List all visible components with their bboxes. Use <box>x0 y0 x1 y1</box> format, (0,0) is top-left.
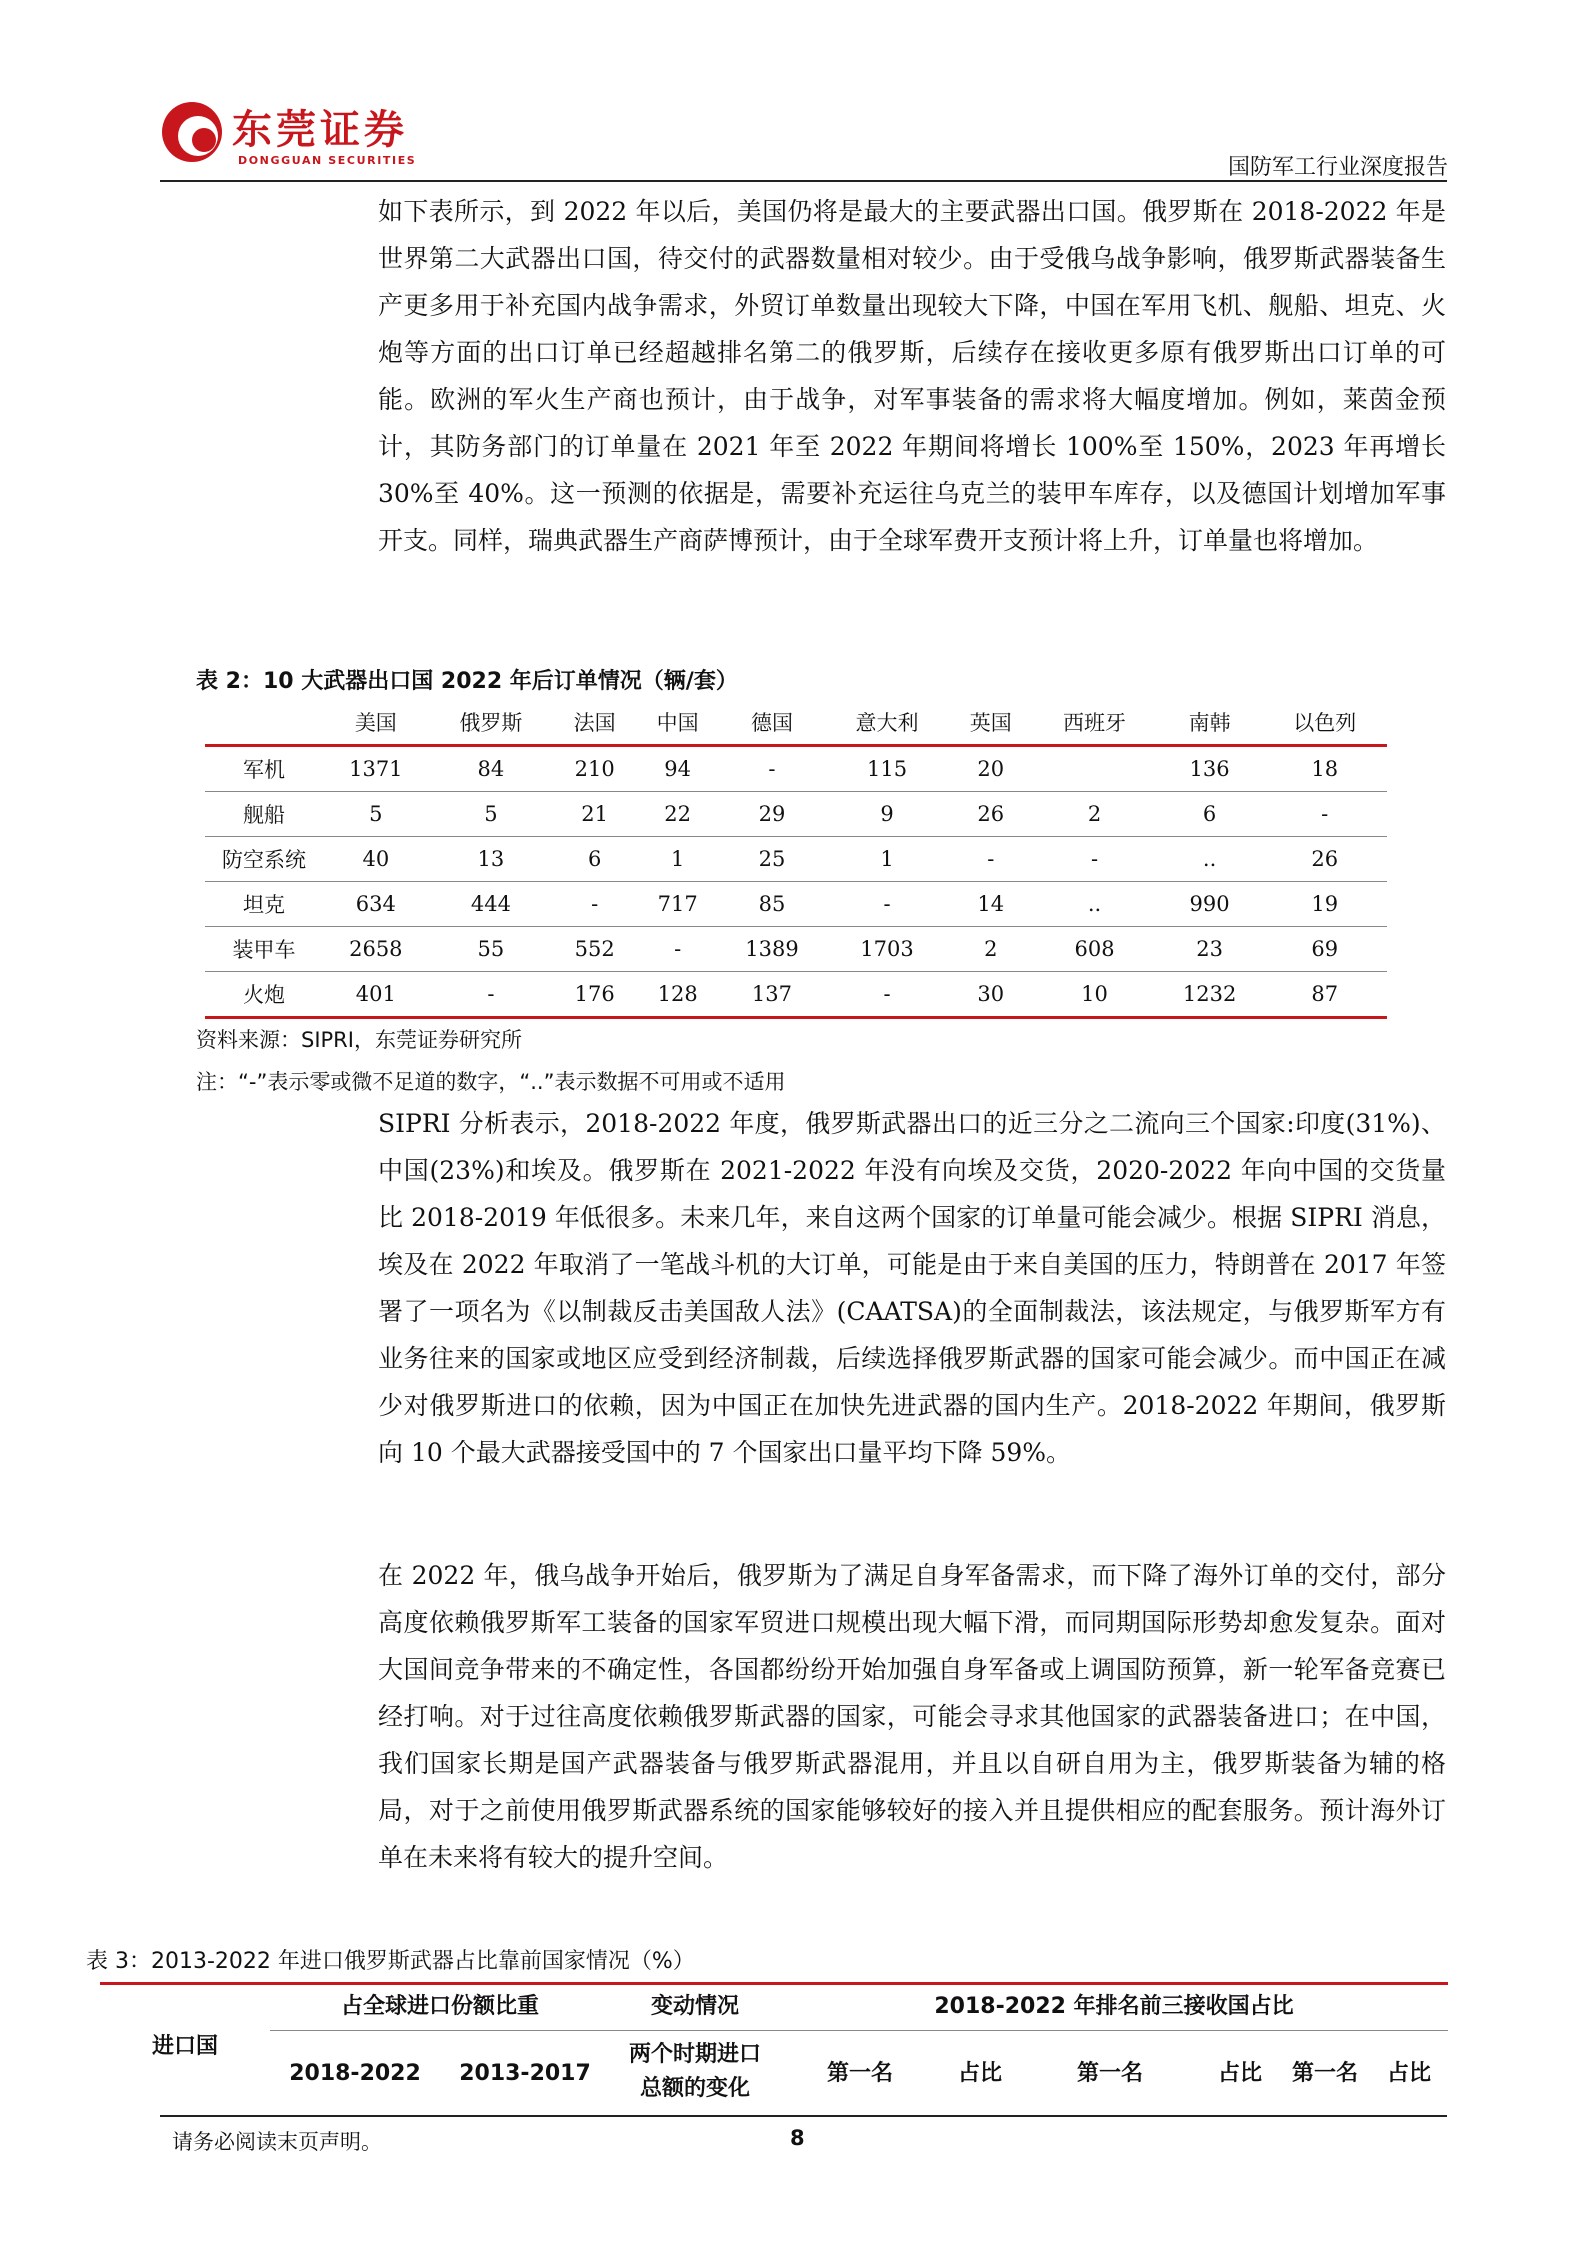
table2-cell: 2 <box>1032 792 1157 837</box>
table2-cell: 717 <box>636 882 719 927</box>
body-paragraph-2: SIPRI 分析表示，2018-2022 年度，俄罗斯武器出口的近三分之二流向三个国家:印度(31%)、中国(23%)和埃及。俄罗斯在 2021-2022 年没有向埃及交货，2020-2022 年向中国的交货量比 2018-2019 年低很多。未来几年，来自这两个国家的订单量可能会减少。根据 SIPRI 消息，埃及在 2022 年取消了一笔战斗机的大订单，可能是由于来自美国的压力，特朗普在 2017 年签署了一项名为《以制裁反击美国敌人法》(CAATSA)的全面制裁法，该法规定，与俄罗斯军方有业务往来的国家或地区应受到经济制裁，后续选择俄罗斯武器的国家可能会减少。而中国正在减少对俄罗斯进口的依赖，因为中国正在加快先进武器的国内生产。2018-2022 年期间，俄罗斯向 10 个最大武器接受国中的 7 个国家出口量平均下降 59%。 <box>378 1109 1446 1467</box>
table2-cell <box>1032 746 1157 792</box>
table2-cell: - <box>553 882 636 927</box>
table3-group-change: 变动情况 <box>650 1994 739 2019</box>
table2 <box>205 700 1387 1019</box>
table2-col-header: 法国 <box>553 700 636 746</box>
table2-cell: 115 <box>825 746 950 792</box>
table2-cell: 210 <box>553 746 636 792</box>
table2-cell: 552 <box>553 927 636 972</box>
table2-note: 注：“-”表示零或微不足道的数字，“..”表示数据不可用或不适用 <box>196 1070 786 1094</box>
table2-cell: 40 <box>323 837 429 882</box>
table2-row-label: 舰船 <box>205 792 323 837</box>
table2-cell: - <box>1032 837 1157 882</box>
table2-cell: - <box>825 882 950 927</box>
table2-cell: - <box>719 746 825 792</box>
table3-group-share: 占全球进口份额比重 <box>340 1994 539 2019</box>
table2-cell: 176 <box>553 972 636 1018</box>
table2-cell: 1 <box>636 837 719 882</box>
table2-row-label: 装甲车 <box>205 927 323 972</box>
table2-row-label: 坦克 <box>205 882 323 927</box>
table3-col-second-share: 占比 <box>1217 2061 1262 2086</box>
table2-cell: 85 <box>719 882 825 927</box>
table3-col-first-share: 占比 <box>957 2061 1002 2086</box>
table2-cell: 94 <box>636 746 719 792</box>
table3-top-rule <box>100 1982 1448 1985</box>
table2-cell: 1 <box>825 837 950 882</box>
page-number: 8 <box>790 2126 805 2150</box>
table2-cell: 401 <box>323 972 429 1018</box>
table2-cell: - <box>636 927 719 972</box>
table-row <box>205 882 1387 927</box>
table2-cell: 2658 <box>323 927 429 972</box>
footer-disclaimer: 请务必阅读末页声明。 <box>172 2130 382 2154</box>
table3-col-third: 第一名 <box>1291 2061 1358 2086</box>
table2-row-label: 火炮 <box>205 972 323 1018</box>
header-divider <box>160 180 1447 182</box>
table3-col-second: 第一名 <box>1076 2061 1143 2086</box>
table3-col-change-line2: 总额的变化 <box>639 2076 750 2101</box>
table2-col-header: 南韩 <box>1157 700 1263 746</box>
table2-cell: 1232 <box>1157 972 1263 1018</box>
table3-col-2013: 2013-2017 <box>459 2061 591 2086</box>
table2-cell: 23 <box>1157 927 1263 972</box>
table2-cell: 21 <box>553 792 636 837</box>
logo-text-cn: 东莞证券 <box>232 107 408 153</box>
table2-col-header: 德国 <box>719 700 825 746</box>
table2-cell: 14 <box>949 882 1032 927</box>
table2-cell: 444 <box>429 882 554 927</box>
table2-cell: 26 <box>1262 837 1387 882</box>
body-paragraph-3: 在 2022 年，俄乌战争开始后，俄罗斯为了满足自身军备需求，而下降了海外订单的交付，部分高度依赖俄罗斯军工装备的国家军贸进口规模出现大幅下滑，而同期国际形势却愈发复杂。面对大国间竞争带来的不确定性，各国都纷纷开始加强自身军备或上调国防预算，新一轮军备竞赛已经打响。对于过往高度依赖俄罗斯武器的国家，可能会寻求其他国家的武器装备进口；在中国，我们国家长期是国产武器装备与俄罗斯武器混用，并且以自研自用为主，俄罗斯装备为辅的格局，对于之前使用俄罗斯武器系统的国家能够较好的接入并且提供相应的配套服务。预计海外订单在未来将有较大的提升空间。 <box>378 1561 1446 1872</box>
table2-cell: - <box>1262 792 1387 837</box>
table2-cell: 69 <box>1262 927 1387 972</box>
table2-cell: 6 <box>553 837 636 882</box>
table2-cell: - <box>949 837 1032 882</box>
table3-col-third-share: 占比 <box>1386 2061 1431 2086</box>
table2-cell: 128 <box>636 972 719 1018</box>
table2-cell: .. <box>1032 882 1157 927</box>
table2-cell: 22 <box>636 792 719 837</box>
table2-corner <box>205 700 323 746</box>
table2-col-header: 中国 <box>636 700 719 746</box>
table2-cell: 6 <box>1157 792 1263 837</box>
table2-col-header: 以色列 <box>1262 700 1387 746</box>
table2-cell: 2 <box>949 927 1032 972</box>
table2-row-label: 防空系统 <box>205 837 323 882</box>
table2-cell: 5 <box>429 792 554 837</box>
table2-cell: 84 <box>429 746 554 792</box>
footer-divider <box>160 2115 1447 2117</box>
table2-cell: 1389 <box>719 927 825 972</box>
table2-cell: 18 <box>1262 746 1387 792</box>
table2-col-header: 美国 <box>323 700 429 746</box>
table2-cell: 25 <box>719 837 825 882</box>
table-row <box>205 972 1387 1018</box>
table2-col-header: 英国 <box>949 700 1032 746</box>
table2-cell: 30 <box>949 972 1032 1018</box>
table2-cell: 26 <box>949 792 1032 837</box>
table2-cell: 136 <box>1157 746 1263 792</box>
table2-cell: 137 <box>719 972 825 1018</box>
table3-col-2018: 2018-2022 <box>289 2061 421 2086</box>
table2-cell: 13 <box>429 837 554 882</box>
table-row <box>205 792 1387 837</box>
table2-col-header: 意大利 <box>825 700 950 746</box>
table3-col-change-line1: 两个时期进口 <box>628 2042 761 2067</box>
table2-cell: - <box>429 972 554 1018</box>
table2-cell: 990 <box>1157 882 1263 927</box>
table-row <box>205 837 1387 882</box>
body-paragraph-1: 如下表所示，到 2022 年以后，美国仍将是最大的主要武器出口国。俄罗斯在 2018-2022 年是世界第二大武器出口国，待交付的武器数量相对较少。由于受俄乌战争影响，俄罗斯武器装备生产更多用于补充国内战争需求，外贸订单数量出现较大下降，中国在军用飞机、舰船、坦克、火炮等方面的出口订单已经超越排名第二的俄罗斯，后续存在接收更多原有俄罗斯出口订单的可能。欧洲的军火生产商也预计，由于战争，对军事装备的需求将大幅度增加。例如，莱茵金预计，其防务部门的订单量在 2021 年至 2022 年期间将增长 100%至 150%，2023 年再增长 30%至 40%。这一预测的依据是，需要补充运往乌克兰的装甲车库存，以及德国计划增加军事开支。同样，瑞典武器生产商萨博预计，由于全球军费开支预计将上升，订单量也将增加。 <box>378 197 1446 555</box>
table2-cell: 1703 <box>825 927 950 972</box>
table2-cell: 608 <box>1032 927 1157 972</box>
table2-cell: 9 <box>825 792 950 837</box>
table2-row-label: 军机 <box>205 746 323 792</box>
table3-row-header: 进口国 <box>151 2034 218 2059</box>
table-row <box>205 746 1387 792</box>
table2-header-row <box>205 700 1387 746</box>
table2-cell: 19 <box>1262 882 1387 927</box>
table3-col-first: 第一名 <box>826 2061 893 2086</box>
dongguan-logo-icon <box>160 100 224 164</box>
table3-header-divider <box>270 2030 1448 2031</box>
table2-source: 资料来源：SIPRI，东莞证券研究所 <box>196 1028 522 1052</box>
table2-cell: 29 <box>719 792 825 837</box>
table-row <box>205 927 1387 972</box>
table2-col-header: 西班牙 <box>1032 700 1157 746</box>
table3-group-top3: 2018-2022 年排名前三接收国占比 <box>934 1994 1294 2019</box>
table2-cell: 1371 <box>323 746 429 792</box>
table2-cell: 20 <box>949 746 1032 792</box>
table3-caption: 表 3：2013-2022 年进口俄罗斯武器占比靠前国家情况（%） <box>86 1949 695 1974</box>
table2-cell: 634 <box>323 882 429 927</box>
table2-col-header: 俄罗斯 <box>429 700 554 746</box>
table2-cell: 10 <box>1032 972 1157 1018</box>
table2-caption: 表 2：10 大武器出口国 2022 年后订单情况（辆/套） <box>196 669 738 694</box>
report-title: 国防军工行业深度报告 <box>1227 155 1448 180</box>
table2-cell: .. <box>1157 837 1263 882</box>
table2-cell: 5 <box>323 792 429 837</box>
table2-cell: 87 <box>1262 972 1387 1018</box>
table2-cell: - <box>825 972 950 1018</box>
logo-text-en: DONGGUAN SECURITIES <box>238 154 417 167</box>
table2-cell: 55 <box>429 927 554 972</box>
